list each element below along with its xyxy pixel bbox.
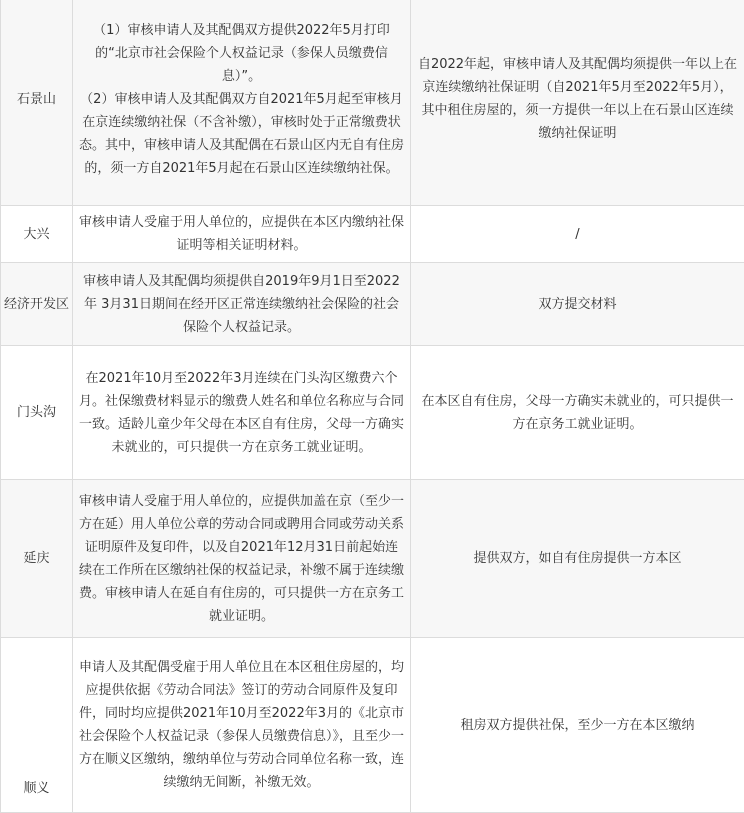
- table-row: [1, 346, 744, 480]
- requirement-text: 在2021年10月至2022年3月连续在门头沟区缴费六个月。社保缴费材料显示的缴费人姓名和单位名称应与合同一致。适龄儿童少年父母在本区自有住房，父母一方确实未就业的，可只提供一方在京务工就业证明。: [79, 367, 404, 459]
- district-cell: 经济开发区: [1, 263, 73, 346]
- table-row: [1, 480, 744, 638]
- requirement-cell: [73, 638, 411, 813]
- requirement-text: 申请人及其配偶受雇于用人单位且在本区租住房屋的，均应提供依据《劳动合同法》签订的劳动合同原件及复印件，同时均应提供2021年10月至2022年3月的《北京市社会保险个人权益记录（参保人员缴费信息）》，且至少一方在顺义区缴纳，缴纳单位与劳动合同单位名称一致，连续缴纳无间断，补缴无效。: [79, 656, 404, 794]
- requirement-cell: [73, 206, 411, 263]
- requirement-text: 审核申请人及其配偶均须提供自2019年9月1日至2022年 3月31日期间在经开区正常连续缴纳社会保险的社会保险个人权益记录。: [79, 270, 404, 339]
- requirement-text: 审核申请人受雇于用人单位的，应提供在本区内缴纳社保证明等相关证明材料。: [79, 211, 404, 257]
- district-cell: 大兴: [1, 206, 73, 263]
- note-cell: 双方提交材料: [411, 263, 744, 346]
- table-row: [1, 638, 744, 813]
- district-cell: 门头沟: [1, 346, 73, 480]
- requirement-cell: [73, 480, 411, 638]
- requirement-text: 审核申请人受雇于用人单位的，应提供加盖在京（至少一方在延）用人单位公章的劳动合同或聘用合同或劳动关系证明原件及复印件，以及自2021年12月31日前起始连续在工作所在区缴纳社保的权益记录，补缴不属于连续缴费。审核申请人在延自有住房的，可只提供一方在京务工就业证明。: [79, 490, 404, 628]
- requirement-cell: [73, 0, 411, 206]
- district-cell: 顺义: [1, 638, 73, 813]
- district-cell: 延庆: [1, 480, 73, 638]
- table-row: [1, 206, 744, 263]
- note-cell: 在本区自有住房，父母一方确实未就业的，可只提供一方在京务工就业证明。: [411, 346, 744, 480]
- note-cell: 租房双方提供社保，至少一方在本区缴纳: [411, 638, 744, 813]
- note-cell: 自2022年起，审核申请人及其配偶均须提供一年以上在京连续缴纳社保证明（自2021年5月至2022年5月），其中租住房屋的，须一方提供一年以上在石景山区连续缴纳社保证明: [411, 0, 744, 206]
- table-row: [1, 263, 744, 346]
- requirement-cell: [73, 346, 411, 480]
- requirement-text: （2）审核申请人及其配偶双方自2021年5月起至审核月在京连续缴纳社保（不含补缴），审核时处于正常缴费状态。其中，审核申请人及其配偶在石景山区内无自有住房的，须一方自2021年5月起在石景山区连续缴纳社保。: [79, 88, 404, 180]
- table-row: [1, 0, 744, 206]
- district-cell: 石景山: [1, 0, 73, 206]
- note-cell: /: [411, 206, 744, 263]
- requirement-cell: [73, 263, 411, 346]
- requirement-text: （1）审核申请人及其配偶双方提供2022年5月打印的“北京市社会保险个人权益记录（参保人员缴费信息）”。: [79, 19, 404, 88]
- note-cell: 提供双方，如自有住房提供一方本区: [411, 480, 744, 638]
